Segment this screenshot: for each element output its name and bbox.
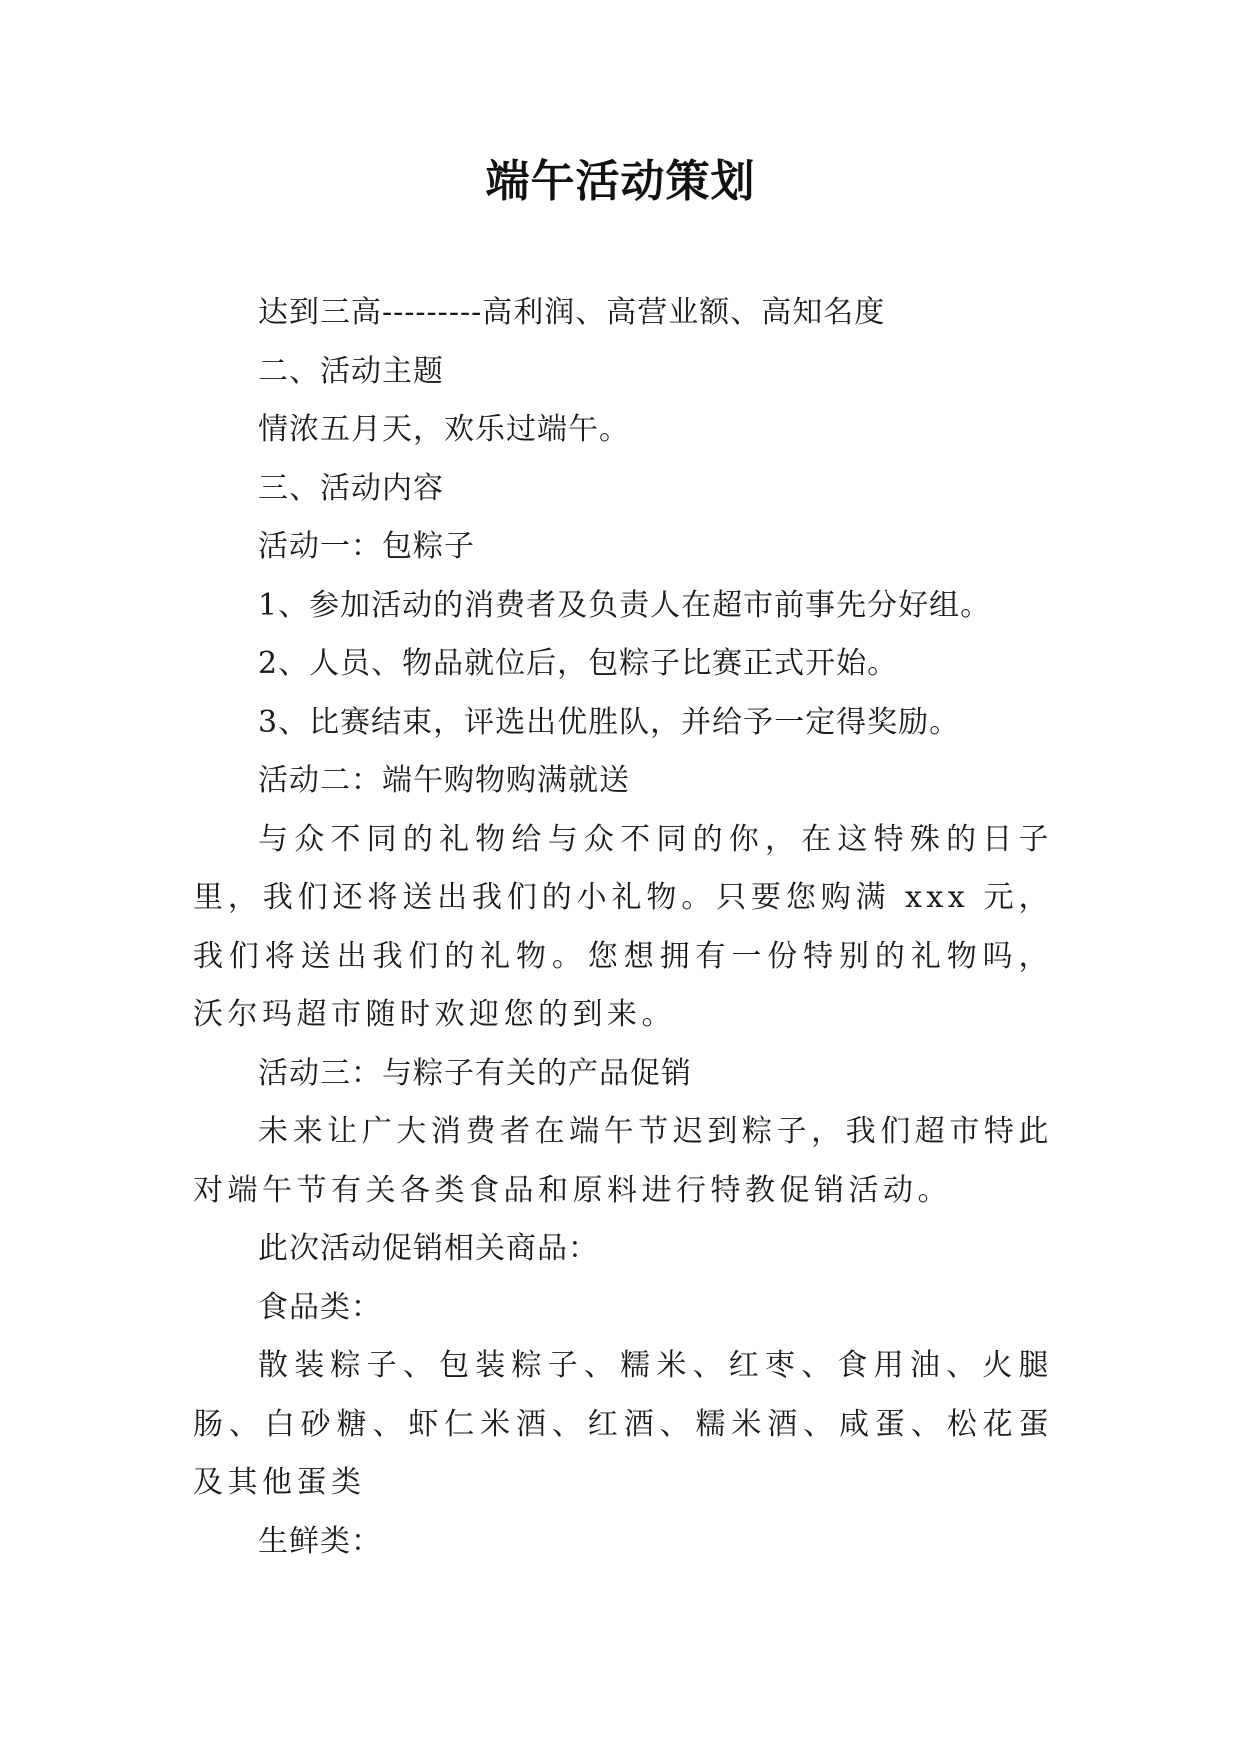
list-item-step-2: 2、人员、物品就位后，包粽子比赛正式开始。 <box>258 646 899 681</box>
document-body <box>193 284 1053 1571</box>
paragraph-promotion: 未来让广大消费者在端午节迟到粽子，我们超市特此对端午节有关各类食品和原料进行特教促销活动。 <box>193 1114 1053 1208</box>
heading-related-products: 此次活动促销相关商品： <box>258 1231 599 1266</box>
document-title: 端午活动策划 <box>485 156 756 207</box>
heading-activity-two: 活动二：端午购物购满就送 <box>258 763 630 798</box>
paragraph-food-list: 散装粽子、包装粽子、糯米、红枣、食用油、火腿肠、白砂糖、虾仁米酒、红酒、糯米酒、咸蛋、松花蛋及其他蛋类 <box>193 1348 1053 1500</box>
heading-food-category: 食品类： <box>258 1289 382 1325</box>
paragraph-gift: 与众不同的礼物给与众不同的你，在这特殊的日子里，我们还将送出我们的小礼物。只要您购满 xxx 元，我们将送出我们的礼物。您想拥有一份特别的礼物吗，沃尔玛超市随时欢迎您的到来。 <box>193 821 1053 1032</box>
list-item-step-3: 3、比赛结束，评选出优胜队，并给予一定得奖励。 <box>258 704 961 740</box>
list-item-step-1: 1、参加活动的消费者及负责人在超市前事先分好组。 <box>258 587 992 623</box>
heading-activity-theme: 二、活动主题 <box>258 353 444 389</box>
heading-activity-content: 三、活动内容 <box>258 470 444 506</box>
paragraph-theme: 情浓五月天，欢乐过端午。 <box>258 412 630 447</box>
heading-activity-three: 活动三：与粽子有关的产品促销 <box>258 1055 692 1091</box>
paragraph-goal: 达到三高---------高利润、高营业额、高知名度 <box>258 295 886 330</box>
heading-activity-one: 活动一：包粽子 <box>258 529 475 564</box>
heading-fresh-category: 生鲜类： <box>258 1523 382 1559</box>
